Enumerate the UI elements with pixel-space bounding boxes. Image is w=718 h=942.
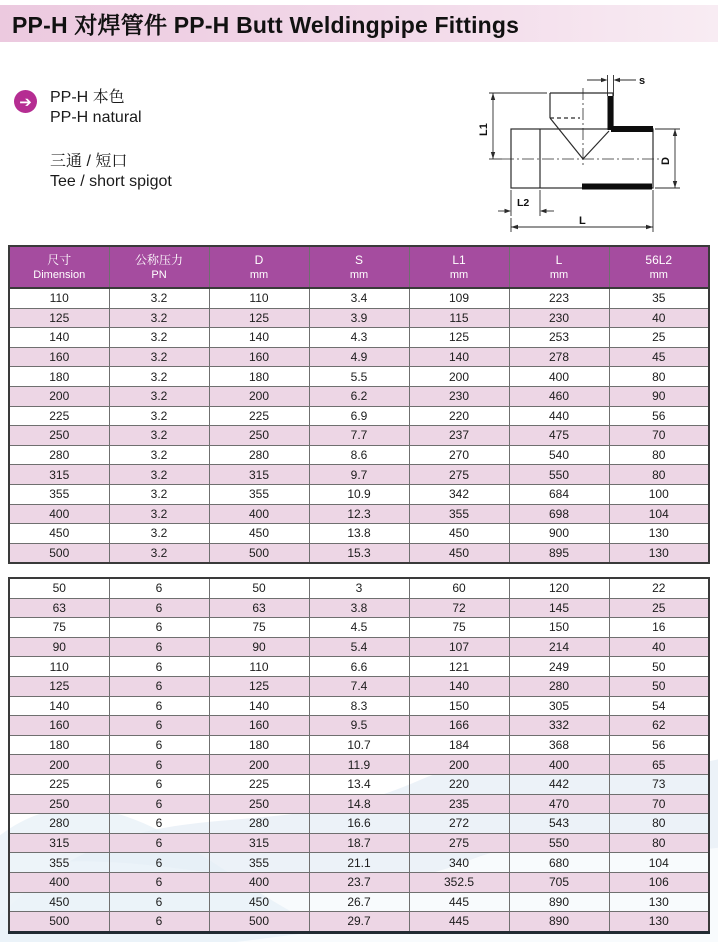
table-cell: 104: [609, 853, 709, 873]
table-cell: 35: [609, 288, 709, 308]
table-cell: 140: [9, 696, 109, 716]
table-cell: 180: [209, 735, 309, 755]
table-cell: 15.3: [309, 543, 409, 563]
table-cell: 140: [9, 328, 109, 348]
table-cell: 56: [609, 406, 709, 426]
table-cell: 6: [109, 657, 209, 677]
table-cell: 460: [509, 386, 609, 406]
table-cell: 180: [9, 735, 109, 755]
table-cell: 355: [9, 853, 109, 873]
column-header-zh: L: [555, 252, 563, 267]
table-cell: 890: [509, 912, 609, 933]
table-cell: 145: [509, 598, 609, 618]
table-cell: 698: [509, 504, 609, 524]
table-cell: 315: [9, 833, 109, 853]
table-cell: 3.2: [109, 504, 209, 524]
table-cell: 125: [409, 328, 509, 348]
table-cell: 140: [409, 676, 509, 696]
table-cell: 6: [109, 892, 209, 912]
table-cell: 500: [9, 543, 109, 563]
table-cell: 11.9: [309, 755, 409, 775]
table-cell: 6: [109, 814, 209, 834]
spec-table-pn-6: [8, 577, 710, 934]
table-cell: 342: [409, 484, 509, 504]
table-row: [9, 367, 709, 387]
table-cell: 249: [509, 657, 609, 677]
table-cell: 272: [409, 814, 509, 834]
page-title-bar: [0, 5, 718, 42]
table-row: [9, 912, 709, 933]
table-cell: 230: [509, 308, 609, 328]
product-label-zh: 三通 / 短口: [50, 153, 128, 170]
table-cell: 80: [609, 367, 709, 387]
table-cell: 18.7: [309, 833, 409, 853]
table-cell: 110: [9, 657, 109, 677]
table-cell: 40: [609, 637, 709, 657]
table-cell: 355: [209, 853, 309, 873]
table-cell: 3.8: [309, 598, 409, 618]
table-row: [9, 814, 709, 834]
table-cell: 65: [609, 755, 709, 775]
table-cell: 6: [109, 578, 209, 598]
dim-label-l2: L2: [517, 197, 530, 209]
table-cell: 235: [409, 794, 509, 814]
table-cell: 115: [409, 308, 509, 328]
table-cell: 50: [609, 676, 709, 696]
table-cell: 25: [609, 328, 709, 348]
table-cell: 4.5: [309, 618, 409, 638]
column-header: [209, 246, 309, 288]
table-cell: 220: [409, 406, 509, 426]
table-cell: 200: [409, 755, 509, 775]
table-cell: 6: [109, 872, 209, 892]
table-cell: 26.7: [309, 892, 409, 912]
table-row: [9, 578, 709, 598]
table-cell: 184: [409, 735, 509, 755]
table-row: [9, 833, 709, 853]
table-cell: 125: [9, 308, 109, 328]
table-cell: 400: [209, 872, 309, 892]
table-cell: 63: [9, 598, 109, 618]
table-cell: 40: [609, 308, 709, 328]
table-row: [9, 853, 709, 873]
table-cell: 54: [609, 696, 709, 716]
table-cell: 278: [509, 347, 609, 367]
table-cell: 275: [409, 465, 509, 485]
table-cell: 275: [409, 833, 509, 853]
table-cell: 280: [209, 445, 309, 465]
table-cell: 80: [609, 814, 709, 834]
table-cell: 470: [509, 794, 609, 814]
table-cell: 13.8: [309, 524, 409, 544]
table-cell: 200: [209, 386, 309, 406]
table-cell: 50: [209, 578, 309, 598]
table-row: [9, 735, 709, 755]
table-cell: 121: [409, 657, 509, 677]
table-cell: 3.2: [109, 328, 209, 348]
table-cell: 6: [109, 598, 209, 618]
table-cell: 109: [409, 288, 509, 308]
table-cell: 4.3: [309, 328, 409, 348]
table-cell: 250: [9, 794, 109, 814]
column-header-zh: 公称压力: [134, 252, 183, 267]
table-row: [9, 618, 709, 638]
table-cell: 3.2: [109, 288, 209, 308]
table-cell: 440: [509, 406, 609, 426]
table-cell: 400: [509, 755, 609, 775]
table-row: [9, 347, 709, 367]
table-cell: 3.2: [109, 524, 209, 544]
table-cell: 6: [109, 637, 209, 657]
material-label-zh: PP-H 本色: [50, 89, 125, 106]
table-cell: 104: [609, 504, 709, 524]
table-cell: 270: [409, 445, 509, 465]
table-cell: 160: [9, 347, 109, 367]
product-label-en: Tee / short spigot: [50, 173, 172, 190]
table-cell: 3.2: [109, 406, 209, 426]
table-header-row: [9, 246, 709, 288]
table-cell: 6: [109, 774, 209, 794]
table-row: [9, 598, 709, 618]
table-cell: 3.2: [109, 465, 209, 485]
table-cell: 355: [9, 484, 109, 504]
table-cell: 120: [509, 578, 609, 598]
table-cell: 543: [509, 814, 609, 834]
table-cell: 16: [609, 618, 709, 638]
table-cell: 90: [609, 386, 709, 406]
column-header-en: mm: [349, 268, 369, 281]
table-cell: 200: [209, 755, 309, 775]
table-cell: 8.6: [309, 445, 409, 465]
table-cell: 62: [609, 716, 709, 736]
table-cell: 6.2: [309, 386, 409, 406]
table-cell: 253: [509, 328, 609, 348]
table-cell: 70: [609, 794, 709, 814]
table-cell: 130: [609, 912, 709, 933]
table-cell: 110: [9, 288, 109, 308]
table-row: [9, 657, 709, 677]
table-cell: 355: [209, 484, 309, 504]
column-header-en: mm: [649, 268, 668, 281]
table-cell: 6: [109, 794, 209, 814]
table-cell: 13.4: [309, 774, 409, 794]
table-cell: 5.5: [309, 367, 409, 387]
table-cell: 445: [409, 892, 509, 912]
column-header: [309, 246, 409, 288]
table-row: [9, 465, 709, 485]
table-cell: 6: [109, 912, 209, 933]
table-cell: 5.4: [309, 637, 409, 657]
table-row: [9, 755, 709, 775]
table-row: [9, 524, 709, 544]
table-cell: 6: [109, 755, 209, 775]
table-cell: 400: [509, 367, 609, 387]
table-cell: 21.1: [309, 853, 409, 873]
table-cell: 50: [9, 578, 109, 598]
table-cell: 450: [209, 892, 309, 912]
table-cell: 315: [209, 465, 309, 485]
dim-label-l: L: [579, 215, 586, 227]
column-header-zh: D: [254, 252, 264, 267]
table-cell: 140: [209, 328, 309, 348]
table-cell: 280: [9, 445, 109, 465]
table-cell: 9.7: [309, 465, 409, 485]
table-cell: 355: [409, 504, 509, 524]
column-header-zh: S: [354, 252, 363, 267]
table-row: [9, 696, 709, 716]
table-cell: 75: [9, 618, 109, 638]
table-cell: 130: [609, 543, 709, 563]
dim-label-l1: L1: [478, 123, 490, 136]
column-header-en: mm: [449, 268, 469, 281]
table-cell: 280: [9, 814, 109, 834]
table-cell: 450: [209, 524, 309, 544]
table-row: [9, 426, 709, 446]
table-cell: 890: [509, 892, 609, 912]
table-cell: 223: [509, 288, 609, 308]
table-cell: 500: [9, 912, 109, 933]
table-cell: 125: [9, 676, 109, 696]
column-header: [509, 246, 609, 288]
table-cell: 110: [209, 288, 309, 308]
table-cell: 500: [209, 912, 309, 933]
table-cell: 90: [9, 637, 109, 657]
table-row: [9, 774, 709, 794]
intro-text: [50, 88, 172, 192]
table-cell: 315: [9, 465, 109, 485]
table-cell: 475: [509, 426, 609, 446]
table-cell: 106: [609, 872, 709, 892]
table-cell: 140: [409, 347, 509, 367]
table-row: [9, 288, 709, 308]
table-cell: 225: [9, 774, 109, 794]
table-cell: 550: [509, 465, 609, 485]
table-cell: 400: [9, 504, 109, 524]
table-cell: 180: [209, 367, 309, 387]
table-cell: 29.7: [309, 912, 409, 933]
column-header-zh: 尺寸: [47, 252, 72, 267]
table-row: [9, 872, 709, 892]
table-row: [9, 386, 709, 406]
table-cell: 80: [609, 465, 709, 485]
table-cell: 107: [409, 637, 509, 657]
column-header-zh: 56L2: [645, 252, 673, 267]
column-header-en: PN: [151, 268, 167, 281]
table-cell: 340: [409, 853, 509, 873]
table-cell: 305: [509, 696, 609, 716]
table-cell: 14.8: [309, 794, 409, 814]
table-cell: 45: [609, 347, 709, 367]
table-cell: 705: [509, 872, 609, 892]
table-cell: 50: [609, 657, 709, 677]
table-row: [9, 308, 709, 328]
table-cell: 8.3: [309, 696, 409, 716]
table-cell: 10.7: [309, 735, 409, 755]
table-cell: 315: [209, 833, 309, 853]
table-cell: 200: [409, 367, 509, 387]
table-cell: 280: [509, 676, 609, 696]
table-cell: 225: [209, 774, 309, 794]
table-cell: 3.2: [109, 426, 209, 446]
table-cell: 6.6: [309, 657, 409, 677]
table-cell: 180: [9, 367, 109, 387]
table-row: [9, 543, 709, 563]
table-cell: 10.9: [309, 484, 409, 504]
table-cell: 900: [509, 524, 609, 544]
dim-label-d: D: [660, 157, 672, 165]
table-row: [9, 892, 709, 912]
table-row: [9, 716, 709, 736]
table-row: [9, 406, 709, 426]
table-cell: 3.9: [309, 308, 409, 328]
table-cell: 3.2: [109, 308, 209, 328]
table-cell: 400: [209, 504, 309, 524]
table-cell: 237: [409, 426, 509, 446]
table-cell: 250: [209, 426, 309, 446]
column-header: [609, 246, 709, 288]
table-cell: 200: [9, 755, 109, 775]
table-cell: 90: [209, 637, 309, 657]
spec-table-pn-3-2: [8, 245, 710, 564]
table-cell: 6: [109, 618, 209, 638]
table-cell: 450: [9, 524, 109, 544]
table-row: [9, 328, 709, 348]
table-row: [9, 637, 709, 657]
table-cell: 250: [9, 426, 109, 446]
table-cell: 3.2: [109, 484, 209, 504]
table-cell: 75: [409, 618, 509, 638]
table-cell: 7.4: [309, 676, 409, 696]
table-cell: 400: [9, 872, 109, 892]
column-header-en: mm: [549, 268, 569, 281]
table-cell: 250: [209, 794, 309, 814]
table-cell: 540: [509, 445, 609, 465]
intro-block: [14, 88, 172, 192]
table-cell: 150: [509, 618, 609, 638]
table-cell: 3.2: [109, 347, 209, 367]
table-cell: 550: [509, 833, 609, 853]
table-cell: 684: [509, 484, 609, 504]
table-cell: 450: [9, 892, 109, 912]
table-cell: 445: [409, 912, 509, 933]
table-cell: 150: [409, 696, 509, 716]
table-cell: 12.3: [309, 504, 409, 524]
dim-label-s: s: [639, 75, 646, 87]
table-cell: 16.6: [309, 814, 409, 834]
table-cell: 63: [209, 598, 309, 618]
table-cell: 100: [609, 484, 709, 504]
column-header: [109, 246, 209, 288]
table-cell: 73: [609, 774, 709, 794]
table-cell: 70: [609, 426, 709, 446]
table-row: [9, 504, 709, 524]
table-cell: 23.7: [309, 872, 409, 892]
table-cell: 3: [309, 578, 409, 598]
table-cell: 200: [9, 386, 109, 406]
table-cell: 60: [409, 578, 509, 598]
table-cell: 3.2: [109, 445, 209, 465]
table-cell: 214: [509, 637, 609, 657]
table-cell: 3.2: [109, 543, 209, 563]
column-header: [409, 246, 509, 288]
table-cell: 80: [609, 445, 709, 465]
tee-fitting-technical-drawing: [456, 56, 718, 238]
table-cell: 3.2: [109, 386, 209, 406]
table-cell: 368: [509, 735, 609, 755]
table-cell: 500: [209, 543, 309, 563]
column-header: [9, 246, 109, 288]
table-cell: 130: [609, 892, 709, 912]
table-row: [9, 794, 709, 814]
table-cell: 130: [609, 524, 709, 544]
table-cell: 166: [409, 716, 509, 736]
table-cell: 6: [109, 716, 209, 736]
table-cell: 225: [9, 406, 109, 426]
arrow-right-icon: ➔: [14, 90, 37, 113]
table-cell: 75: [209, 618, 309, 638]
table-cell: 225: [209, 406, 309, 426]
table-cell: 6.9: [309, 406, 409, 426]
table-cell: 230: [409, 386, 509, 406]
table-cell: 25: [609, 598, 709, 618]
table-cell: 125: [209, 676, 309, 696]
table-cell: 3.4: [309, 288, 409, 308]
table-cell: 220: [409, 774, 509, 794]
table-cell: 9.5: [309, 716, 409, 736]
table-cell: 4.9: [309, 347, 409, 367]
table-cell: 6: [109, 696, 209, 716]
table-cell: 140: [209, 696, 309, 716]
table-cell: 7.7: [309, 426, 409, 446]
table-cell: 6: [109, 676, 209, 696]
table-cell: 6: [109, 833, 209, 853]
table-cell: 352.5: [409, 872, 509, 892]
table-cell: 442: [509, 774, 609, 794]
table-row: [9, 484, 709, 504]
table-row: [9, 676, 709, 696]
table-cell: 160: [209, 347, 309, 367]
table-cell: 56: [609, 735, 709, 755]
table-cell: 680: [509, 853, 609, 873]
table-cell: 160: [209, 716, 309, 736]
table-cell: 280: [209, 814, 309, 834]
table-cell: 895: [509, 543, 609, 563]
column-header-en: Dimension: [33, 268, 86, 281]
table-cell: 3.2: [109, 367, 209, 387]
page-title: PP-H 对焊管件 PP-H Butt Weldingpipe Fittings: [12, 12, 520, 38]
table-cell: 450: [409, 524, 509, 544]
table-cell: 80: [609, 833, 709, 853]
table-cell: 125: [209, 308, 309, 328]
table-row: [9, 445, 709, 465]
material-label-en: PP-H natural: [50, 109, 142, 126]
table-cell: 22: [609, 578, 709, 598]
column-header-zh: L1: [452, 252, 466, 267]
table-cell: 6: [109, 735, 209, 755]
column-header-en: mm: [249, 268, 269, 281]
table-cell: 450: [409, 543, 509, 563]
table-cell: 160: [9, 716, 109, 736]
table-cell: 110: [209, 657, 309, 677]
table-cell: 72: [409, 598, 509, 618]
table-cell: 332: [509, 716, 609, 736]
table-cell: 6: [109, 853, 209, 873]
